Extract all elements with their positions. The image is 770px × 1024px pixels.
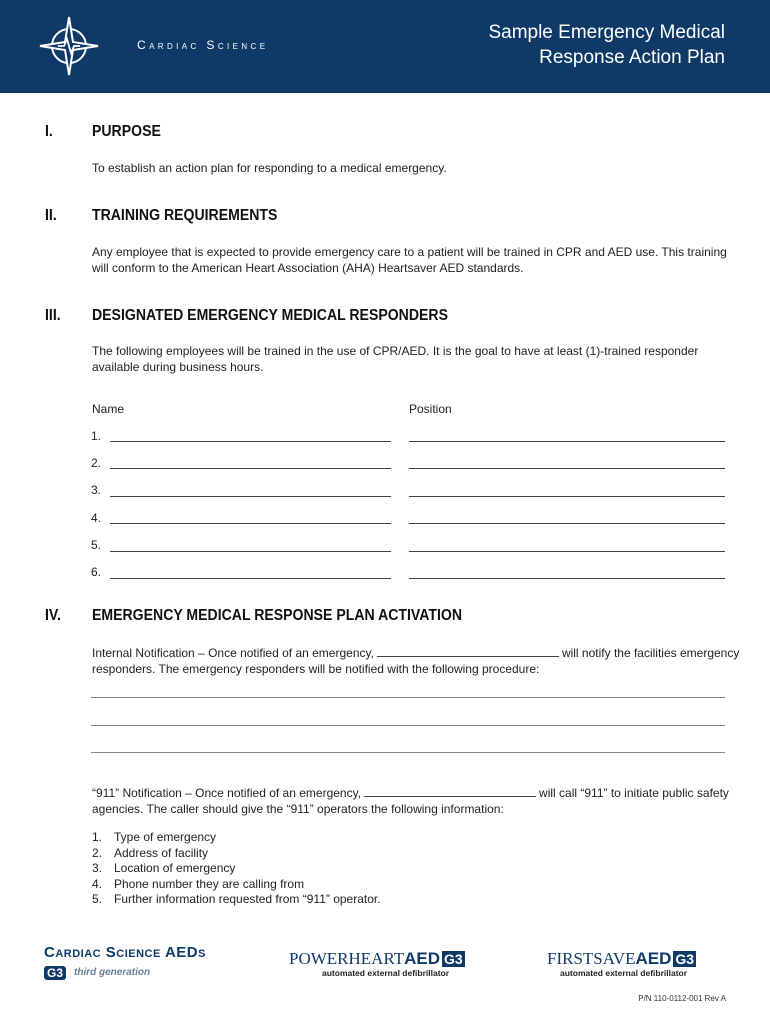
internal-notification-before: Internal Notification – Once notified of an emergency, (92, 646, 374, 660)
section-heading-training: TRAINING REQUIREMENTS (92, 207, 278, 224)
position-field[interactable] (409, 496, 725, 497)
internal-notification-line1 (92, 645, 740, 661)
list-item: 1. Type of emergency (92, 830, 217, 844)
position-column-label: Position (409, 402, 452, 416)
section-heading-purpose: PURPOSE (92, 123, 161, 140)
911-notification-before: “911” Notification – Once notified of an emergency, (92, 786, 362, 800)
procedure-line[interactable] (91, 752, 725, 753)
list-item: 2. Address of facility (92, 845, 209, 860)
document-title (488, 20, 725, 70)
section-number: III. (45, 307, 61, 324)
911-notification-after: will call “911” to initiate public safety (539, 786, 729, 800)
responders-text: The following employees will be trained in the use of CPR/AED. It is the goal to have at least (1)-trained responder available during business hours. (92, 344, 699, 374)
911-caller-field[interactable] (364, 786, 536, 797)
internal-notifier-field[interactable] (377, 646, 559, 657)
position-field[interactable] (409, 441, 725, 442)
brand-name: Cardiac Science (137, 38, 269, 52)
compass-star-icon (38, 15, 100, 77)
name-column-label: Name (92, 402, 125, 416)
section-number: II. (45, 207, 57, 224)
position-field[interactable] (409, 468, 725, 469)
list-item: 4. Phone number they are calling from (92, 876, 305, 891)
name-field[interactable] (110, 578, 391, 579)
name-field[interactable] (110, 523, 391, 524)
document-title-line2: Response Action Plan (539, 47, 725, 68)
internal-notification-after: will notify the facilities emergency (561, 646, 740, 660)
position-field[interactable] (409, 578, 725, 579)
911-info-list (92, 830, 381, 908)
row-number: 4. (91, 511, 102, 525)
list-item: 3. Location of emergency (92, 861, 236, 875)
row-number: 1. (91, 429, 102, 443)
name-field[interactable] (110, 496, 391, 497)
position-field[interactable] (409, 551, 725, 552)
purpose-text: To establish an action plan for responding to a medical emergency. (92, 161, 447, 175)
row-number: 2. (91, 456, 102, 470)
part-number: P/N 110-0112-001 Rev A (638, 994, 726, 1003)
911-notification-line2: agencies. The caller should give the “911” operators the following information: (92, 802, 504, 816)
name-field[interactable] (110, 441, 391, 442)
section-number: I. (45, 123, 53, 140)
section-number: IV. (45, 607, 61, 624)
name-field[interactable] (110, 551, 391, 552)
header-banner (0, 0, 770, 93)
row-number: 5. (91, 538, 102, 552)
row-number: 3. (91, 483, 102, 497)
training-text: Any employee that is expected to provide emergency care to a patient will be trained in CPR and AED use. This training will conform to the American Heart Association (AHA) Heartsaver AED standards. (92, 245, 727, 275)
list-item: 5. Further information requested from “911” operator. (92, 892, 381, 906)
name-field[interactable] (110, 468, 391, 469)
procedure-line[interactable] (91, 697, 725, 698)
internal-notification-line2: responders. The emergency responders will be notified with the following procedure: (92, 662, 540, 676)
procedure-line[interactable] (91, 725, 725, 726)
911-notification-line1 (92, 785, 732, 801)
section-heading-activation: EMERGENCY MEDICAL RESPONSE PLAN ACTIVATION (92, 607, 463, 624)
position-field[interactable] (409, 523, 725, 524)
row-number: 6. (91, 565, 102, 579)
document-title-line1: Sample Emergency Medical (488, 22, 725, 43)
section-heading-responders: DESIGNATED EMERGENCY MEDICAL RESPONDERS (92, 307, 448, 324)
